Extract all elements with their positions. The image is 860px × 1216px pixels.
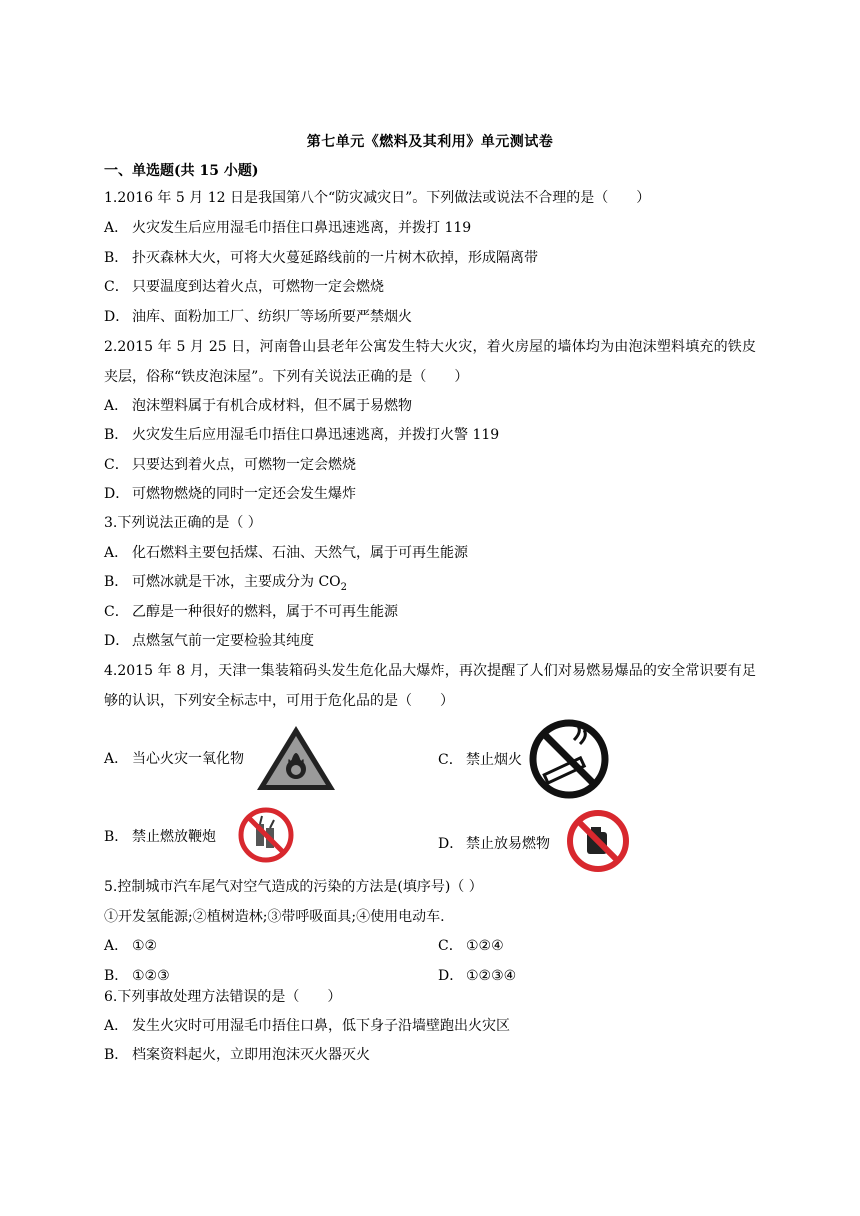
question-5-option-b: B． ①②③ bbox=[104, 968, 170, 984]
question-5-stem: 5.控制城市汽车尾气对空气造成的污染的方法是(填序号)（ ） bbox=[104, 879, 483, 895]
question-1-option-b: B． 扑灭森林大火，可将大火蔓延路线前的一片树木砍掉，形成隔离带 bbox=[104, 250, 538, 266]
question-4-option-d: D． 禁止放易燃物 bbox=[438, 836, 550, 852]
question-5-option-d: D． ①②③④ bbox=[438, 968, 517, 984]
no-smoking-sign-icon bbox=[526, 718, 612, 800]
question-6-option-b: B． 档案资料起火，立即用泡沫灭火器灭火 bbox=[104, 1047, 370, 1063]
question-5-option-c: C． ①②④ bbox=[438, 938, 504, 954]
question-4-stem: 4.2015 年 8 月，天津一集装箱码头发生危化品大爆炸，再次提醒了人们对易燃易爆品的安全常识要有足够的认识，下列安全标志中，可用于危化品的是（ ） bbox=[104, 663, 756, 709]
question-1-option-a: A． 火灾发生后应用湿毛巾捂住口鼻迅速逃离，并拨打 119 bbox=[104, 220, 472, 236]
question-4-option-c: C． 禁止烟火 bbox=[438, 752, 522, 768]
no-flammables-sign-icon bbox=[564, 808, 632, 874]
question-1-stem: 1.2016 年 5 月 12 日是我国第八个“防灾减灾日”。下列做法或说法不合理的是（ ） bbox=[104, 190, 651, 206]
question-2-option-d: D． 可燃物燃烧的同时一定还会发生爆炸 bbox=[104, 486, 356, 502]
question-2-option-a: A． 泡沫塑料属于有机合成材料，但不属于易燃物 bbox=[104, 398, 412, 414]
question-2-option-b: B． 火灾发生后应用湿毛巾捂住口鼻迅速逃离，并拨打火警 119 bbox=[104, 427, 500, 443]
question-2-stem: 2.2015 年 5 月 25 日，河南鲁山县老年公寓发生特大火灾，着火房屋的墙体均为由泡沫塑料填充的铁皮夹层，俗称“铁皮泡沫屋”。下列有关说法正确的是（ ） bbox=[104, 339, 756, 385]
question-5-statements: ①开发氢能源;②植树造林;③带呼吸面具;④使用电动车. bbox=[104, 909, 445, 925]
question-5-option-a: A． ①② bbox=[104, 938, 158, 954]
question-1-option-c: C． 只要温度到达着火点，可燃物一定会燃烧 bbox=[104, 279, 384, 295]
question-6-stem: 6.下列事故处理方法错误的是（ ） bbox=[104, 989, 342, 1005]
question-3-option-b: B． 可燃冰就是干冰，主要成分为 $CO_2$ bbox=[104, 574, 348, 593]
question-3-option-c: C． 乙醇是一种很好的燃料，属于不可再生能源 bbox=[104, 604, 398, 620]
question-4-option-a: A． 当心火灾一氧化物 bbox=[104, 751, 244, 767]
page-title: 第七单元《燃料及其利用》单元测试卷 bbox=[306, 134, 554, 150]
question-6-option-a: A． 发生火灾时可用湿毛巾捂住口鼻，低下身子沿墙壁跑出火灾区 bbox=[104, 1018, 510, 1034]
question-3-stem: 3.下列说法正确的是（ ） bbox=[104, 515, 262, 531]
question-1-option-d: D． 油库、面粉加工厂、纺织厂等场所要严禁烟火 bbox=[104, 309, 412, 325]
question-4-option-b: B． 禁止燃放鞭炮 bbox=[104, 829, 216, 845]
section-heading: 一、单选题(共 15 小题) bbox=[104, 163, 259, 179]
question-2-option-c: C． 只要达到着火点，可燃物一定会燃烧 bbox=[104, 457, 356, 473]
question-3-option-a: A． 化石燃料主要包括煤、石油、天然气，属于可再生能源 bbox=[104, 545, 468, 561]
question-3-option-d: D． 点燃氢气前一定要检验其纯度 bbox=[104, 633, 314, 649]
oxidizer-warning-sign-icon bbox=[255, 724, 337, 792]
no-firecrackers-sign-icon bbox=[236, 806, 296, 864]
